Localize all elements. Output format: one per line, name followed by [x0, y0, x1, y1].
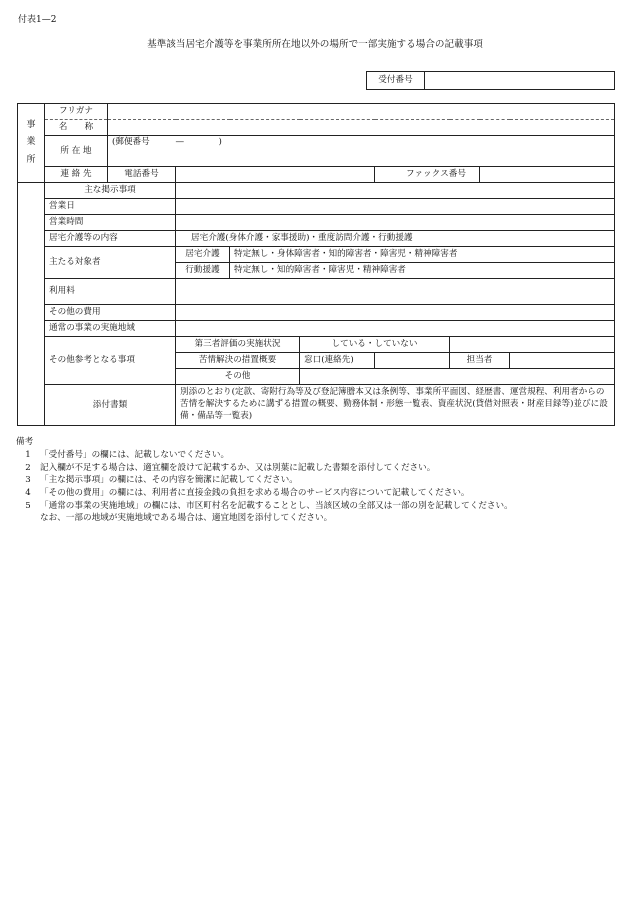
third-party-eval-blank[interactable] [450, 337, 615, 353]
postings-header: 主な掲示事項 [45, 183, 176, 199]
office-name-field[interactable] [108, 120, 615, 136]
phone-label: 電話番号 [108, 167, 176, 183]
other-costs-label: その他の費用 [45, 305, 176, 321]
furigana-field[interactable] [108, 104, 615, 120]
note-number: 4 [25, 487, 31, 498]
address-label: 所 在 地 [45, 136, 108, 167]
target-service-0: 居宅介護 [176, 247, 230, 263]
business-hours-field[interactable] [176, 215, 615, 231]
third-party-eval-value: している・していない [300, 337, 450, 353]
service-area-field[interactable] [176, 321, 615, 337]
fee-field[interactable] [176, 279, 615, 305]
target-value-0: 特定無し・身体障害者・知的障害者・障害児・精神障害者 [230, 247, 615, 263]
person-in-charge-label: 担当者 [450, 353, 510, 369]
note-number: 3 [25, 475, 31, 486]
third-party-eval-label: 第三者評価の実施状況 [176, 337, 300, 353]
office-group-label: 事 業 所 [18, 104, 45, 183]
business-hours-label: 営業時間 [45, 215, 176, 231]
furigana-label: フリガナ [45, 104, 108, 120]
note-item [16, 449, 616, 462]
office-name-label: 名 称 [45, 120, 108, 136]
business-days-label: 営業日 [45, 199, 176, 215]
main-form-table [17, 103, 615, 426]
service-content-value: 居宅介護(身体介護・家事援助)・重度訪問介護・行動援護 [176, 231, 615, 247]
note-text: 記入欄が不足する場合は、適宜欄を設けて記載するか、又は別葉に記載した書類を添付してください。 [40, 462, 436, 473]
receipt-number-label: 受付番号 [367, 72, 425, 90]
other-label: その他 [176, 369, 300, 385]
note-number: 5 [25, 500, 31, 511]
target-users-label: 主たる対象者 [45, 247, 176, 279]
person-in-charge-field[interactable] [510, 353, 615, 369]
note-number: 2 [25, 462, 31, 473]
attachments-label: 添付書類 [45, 385, 176, 426]
postings-header-blank [176, 183, 615, 199]
form-title: 基準該当居宅介護等を事業所所在地以外の場所で一部実施する場合の記載事項 [147, 39, 483, 50]
target-value-1: 特定無し・知的障害者・障害児・精神障害者 [230, 263, 615, 279]
service-area-label: 通常の事業の実施地域 [45, 321, 176, 337]
note-item [16, 487, 616, 500]
reference-items-label: その他参考となる事項 [45, 337, 176, 385]
notes-section [16, 437, 616, 525]
business-days-field[interactable] [176, 199, 615, 215]
note-text: 「通常の事業の実施地域」の欄には、市区町村名を記載することとし、当該区域の全部又は一部の別を記載してください。 [40, 500, 513, 511]
fax-field[interactable] [480, 167, 615, 183]
service-content-label: 居宅介護等の内容 [45, 231, 176, 247]
receipt-number-table [366, 71, 615, 90]
fee-label: 利用料 [45, 279, 176, 305]
contact-label: 連 絡 先 [45, 167, 108, 183]
document-id: 付表1—2 [18, 15, 57, 25]
address-field[interactable] [108, 136, 615, 167]
postal-code-text: (郵便番号 — ) [112, 137, 222, 147]
phone-field[interactable] [176, 167, 375, 183]
note-text: 「主な掲示事項」の欄には、その内容を簡潔に記載してください。 [40, 475, 298, 486]
notes-heading: 備考 [16, 437, 34, 447]
receipt-number-field[interactable] [425, 72, 615, 90]
postings-side-column [18, 183, 45, 426]
window-contact-label: 窓口(連絡先) [300, 353, 375, 369]
other-field[interactable] [300, 369, 615, 385]
other-costs-field[interactable] [176, 305, 615, 321]
note-text: 「受付番号」の欄には、記載しないでください。 [40, 450, 230, 461]
note-text: 「その他の費用」の欄には、利用者に直接金銭の負担を求める場合のサービス内容について記載してください。 [40, 487, 470, 498]
note-continuation-text: なお、一部の地域が実施地域である場合は、適宜地図を添付してください。 [40, 513, 333, 524]
window-contact-field[interactable] [375, 353, 450, 369]
note-continuation [16, 512, 616, 525]
note-item [16, 474, 616, 487]
note-item [16, 462, 616, 475]
note-item [16, 500, 616, 513]
note-number: 1 [25, 450, 31, 461]
fax-label: ファックス番号 [375, 167, 480, 183]
complaint-summary-label: 苦情解決の措置概要 [176, 353, 300, 369]
target-service-1: 行動援護 [176, 263, 230, 279]
attachments-text: 別添のとおり(定款、寄附行為等及び登記簿謄本又は条例等、事業所平面図、経歴書、運営規程、利用者からの苦情を解決するために講ずる措置の概要、勤務体制・形態一覧表、資産状況(貸借対照表・財産目録等)並びに設備・備品等一覧表) [176, 385, 615, 426]
